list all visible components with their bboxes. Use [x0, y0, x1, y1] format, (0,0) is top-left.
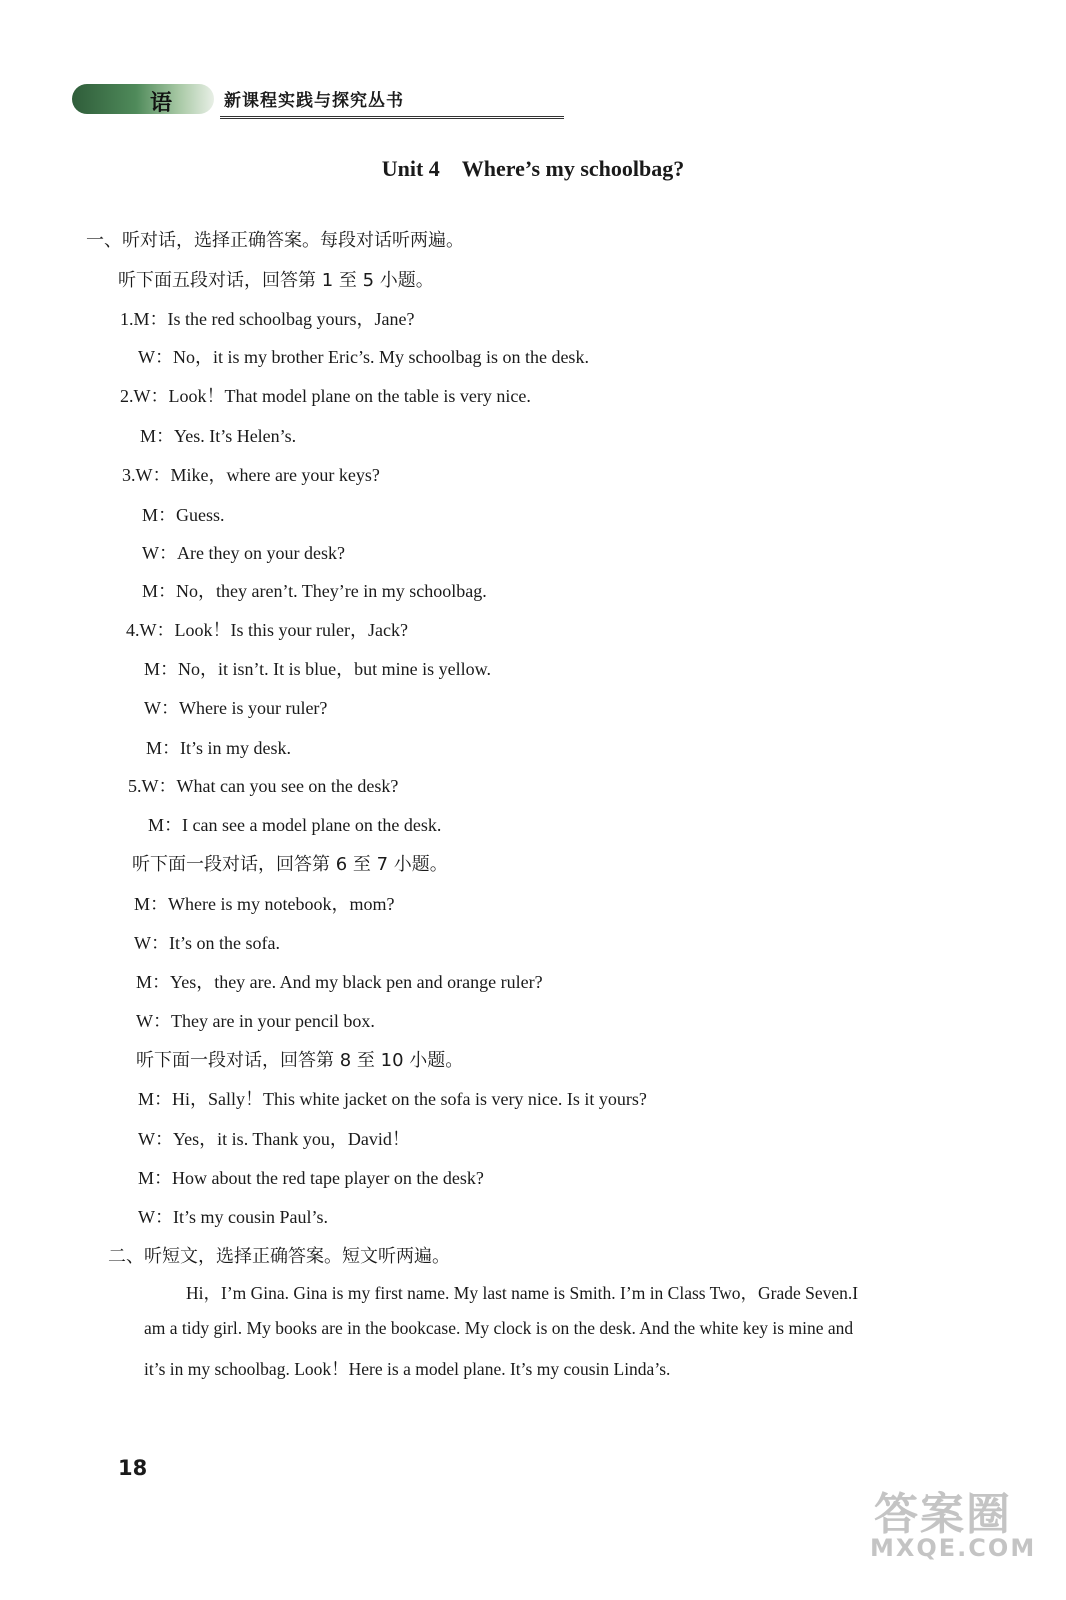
dialogue-line: W：Where is your ruler?: [144, 698, 328, 718]
dialogue-line: M：How about the red tape player on the desk?: [138, 1168, 484, 1188]
dialogue-line: M：No，they aren’t. They’re in my schoolbag.: [142, 581, 487, 601]
dialogue-line: 5.W：What can you see on the desk?: [128, 776, 399, 796]
dialogue-line: M：Where is my notebook，mom?: [134, 894, 395, 914]
dialogue-line: 2.W：Look！That model plane on the table is very nice.: [120, 386, 531, 406]
instruction-line: 听下面一段对话，回答第 8 至 10 小题。: [136, 1050, 464, 1071]
dialogue-line: W：It’s my cousin Paul’s.: [138, 1207, 328, 1227]
series-title: 新课程实践与探究丛书: [224, 91, 404, 111]
passage-line: it’s in my schoolbag. Look！Here is a model plane. It’s my cousin Linda’s.: [144, 1359, 671, 1379]
logo-text: 语: [150, 91, 173, 116]
watermark-logo: [866, 1478, 1042, 1574]
watermark-text-en: MXQE.COM: [870, 1534, 1037, 1562]
dialogue-line: 1.M：Is the red schoolbag yours，Jane?: [120, 309, 415, 329]
dialogue-line: M：Yes. It’s Helen’s.: [140, 426, 297, 446]
passage-line: am a tidy girl. My books are in the bookcase. My clock is on the desk. And the white key is mine and: [144, 1318, 854, 1338]
dialogue-line: W：It’s on the sofa.: [134, 933, 280, 953]
dialogue-line: W：No，it is my brother Eric’s. My schoolbag is on the desk.: [138, 347, 589, 367]
dialogue-line: M：It’s in my desk.: [146, 738, 292, 758]
instruction-line: 听下面五段对话，回答第 1 至 5 小题。: [118, 270, 434, 291]
dialogue-line: M：Guess.: [142, 505, 225, 525]
passage-line: Hi，I’m Gina. Gina is my first name. My last name is Smith. I’m in Class Two，Grade Seven.I: [186, 1283, 859, 1303]
section-heading-2: 二、听短文，选择正确答案。短文听两遍。: [108, 1246, 450, 1267]
dialogue-line: W：Are they on your desk?: [142, 543, 345, 563]
instruction-line: 听下面一段对话，回答第 6 至 7 小题。: [132, 854, 448, 875]
page-number: 18: [118, 1456, 148, 1480]
section-heading-1: 一、听对话，选择正确答案。每段对话听两遍。: [86, 230, 464, 251]
dialogue-line: M：I can see a model plane on the desk.: [148, 815, 442, 835]
header-rule: [220, 116, 564, 119]
series-logo: [72, 84, 214, 114]
unit-number: Unit 4: [381, 156, 440, 181]
dialogue-line: 3.W：Mike，where are your keys?: [122, 465, 380, 485]
dialogue-line: M：Hi，Sally！This white jacket on the sofa is very nice. Is it yours?: [138, 1089, 647, 1109]
watermark-text-cn: 答案圈: [874, 1489, 1012, 1540]
dialogue-line: W：Yes，it is. Thank you，David！: [138, 1129, 410, 1149]
dialogue-line: M：No，it isn’t. It is blue，but mine is yellow.: [144, 659, 491, 679]
page-header: [72, 80, 432, 124]
unit-topic: Where’s my schoolbag?: [461, 156, 685, 181]
dialogue-line: W：They are in your pencil box.: [136, 1011, 375, 1031]
dialogue-line: 4.W：Look！Is this your ruler，Jack?: [126, 620, 408, 640]
dialogue-line: M：Yes，they are. And my black pen and orange ruler?: [136, 972, 543, 992]
unit-title: [0, 156, 1066, 182]
